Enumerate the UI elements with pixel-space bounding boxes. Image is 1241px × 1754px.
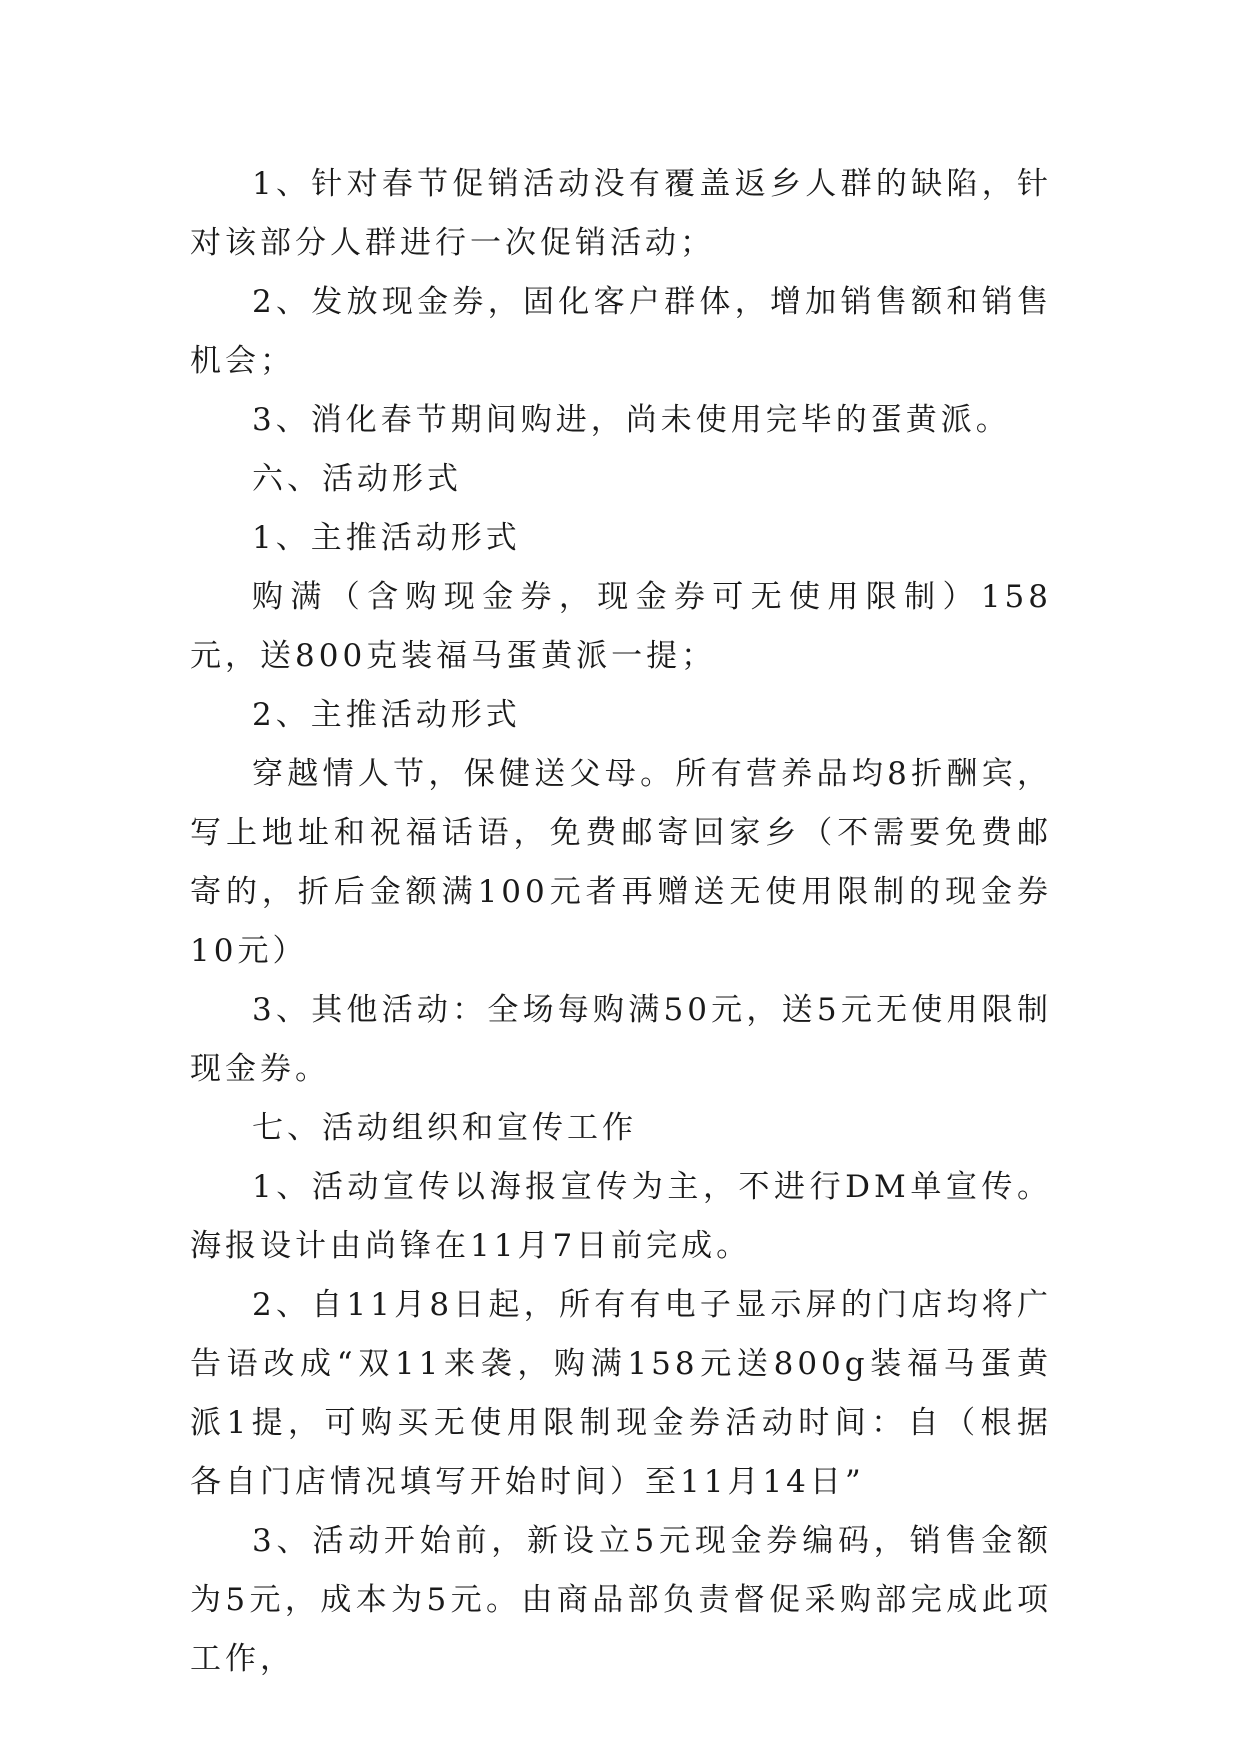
section-heading-activity-form: 六、活动形式 [252, 461, 462, 497]
paragraph-goal-1: 1、针对春节促销活动没有覆盖返乡人群的缺陷，针对该部分人群进行一次促销活动； [190, 166, 1052, 261]
paragraph-promotion-1: 1、活动宣传以海报宣传为主，不进行DM单宣传。海报设计由尚锋在11月7日前完成。 [190, 1169, 1052, 1264]
paragraph-other-activity: 3、其他活动：全场每购满50元，送5元无使用限制现金券。 [190, 992, 1052, 1087]
paragraph-promotion-3: 3、活动开始前，新设立5元现金券编码，销售金额为5元，成本为5元。由商品部负责督促采购部完成此项工作， [190, 1523, 1052, 1677]
section-heading-organization: 七、活动组织和宣传工作 [252, 1110, 637, 1146]
paragraph-main-activity-1: 购满（含购现金券，现金券可无使用限制）158元，送800克装福马蛋黄派一提； [190, 579, 1052, 674]
document-body [190, 155, 1052, 1689]
paragraph-goal-2: 2、发放现金券，固化客户群体，增加销售额和销售机会； [190, 284, 1052, 379]
paragraph-main-activity-2: 穿越情人节，保健送父母。所有营养品均8折酬宾，写上地址和祝福话语，免费邮寄回家乡（不需要免费邮寄的，折后金额满100元者再赠送无使用限制的现金券10元） [190, 756, 1052, 969]
subheading-main-activity-2: 2、主推活动形式 [252, 697, 521, 733]
subheading-main-activity-1: 1、主推活动形式 [252, 520, 521, 556]
paragraph-goal-3: 3、消化春节期间购进，尚未使用完毕的蛋黄派。 [252, 402, 1011, 438]
paragraph-promotion-2: 2、自11月8日起，所有有电子显示屏的门店均将广告语改成“双11来袭，购满158元送800g装福马蛋黄派1提，可购买无使用限制现金券活动时间：自（根据各自门店情况填写开始时间）至11月14日” [190, 1287, 1052, 1500]
